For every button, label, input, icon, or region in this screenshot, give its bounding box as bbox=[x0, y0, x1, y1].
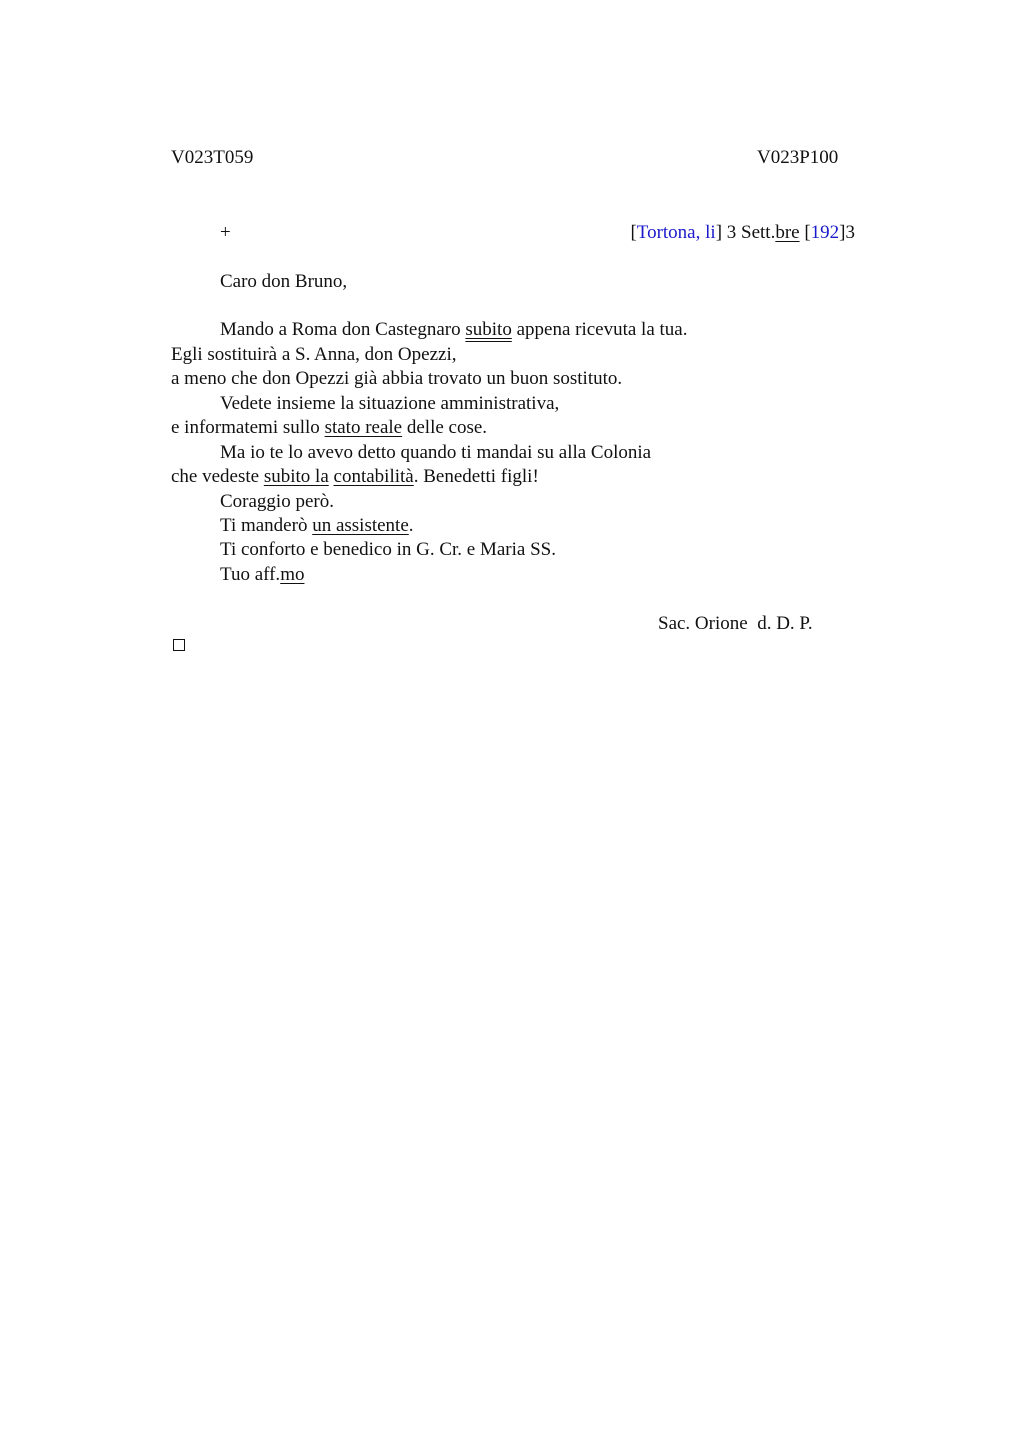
line-7-text-a: che vedeste bbox=[171, 466, 264, 487]
date-place: Tortona, li bbox=[636, 222, 716, 243]
date-month-suffix: bre bbox=[775, 222, 800, 243]
body-line-5 bbox=[171, 416, 487, 440]
body-line-7 bbox=[171, 465, 539, 489]
date-year-close: ]3 bbox=[839, 222, 855, 243]
line-1-double-underlined: subito bbox=[465, 319, 512, 340]
line-9-text-b: . bbox=[408, 515, 414, 536]
letter-date bbox=[630, 221, 855, 245]
line-7-text-b: . Benedetti figli! bbox=[413, 466, 539, 487]
closing-superscript-underlined: mo bbox=[280, 564, 305, 585]
date-year-open: [ bbox=[799, 222, 811, 243]
header-left-code: V023T059 bbox=[171, 147, 254, 168]
closing-text: Tuo aff. bbox=[220, 564, 281, 585]
date-year-editorial: 192 bbox=[810, 222, 840, 243]
line-5-text-a: e informatemi sullo bbox=[171, 417, 325, 438]
line-5-text-b: delle cose. bbox=[402, 417, 488, 438]
line-9-underlined: un assistente bbox=[312, 515, 409, 536]
body-line-8: Coraggio però. bbox=[220, 491, 334, 512]
line-7-underlined-2: contabilità bbox=[333, 466, 414, 487]
signature: Sac. Orione d. D. P. bbox=[658, 613, 813, 634]
line-5-underlined: stato reale bbox=[324, 417, 403, 438]
body-line-3: a meno che don Opezzi già abbia trovato un buon sostituto. bbox=[171, 368, 623, 389]
body-line-6: Ma io te lo avevo detto quando ti mandai su alla Colonia bbox=[220, 442, 652, 463]
header-right-code: V023P100 bbox=[757, 147, 839, 168]
line-1-text-a: Mando a Roma don Castegnaro bbox=[220, 319, 466, 340]
date-bracket-close: ] 3 Sett. bbox=[715, 222, 776, 243]
closing bbox=[220, 563, 304, 587]
body-line-4: Vedete insieme la situazione amministrativa, bbox=[220, 393, 560, 414]
body-line-2: Egli sostituirà a S. Anna, don Opezzi, bbox=[171, 344, 457, 365]
body-line-1 bbox=[220, 318, 688, 342]
end-box-icon bbox=[173, 639, 185, 651]
line-9-text-a: Ti manderò bbox=[220, 515, 313, 536]
cross-mark: + bbox=[220, 222, 231, 243]
date-bracket-open: [ bbox=[630, 222, 637, 243]
body-line-10: Ti conforto e benedico in G. Cr. e Maria SS. bbox=[220, 539, 556, 560]
line-1-text-b: appena ricevuta la tua. bbox=[511, 319, 688, 340]
salutation: Caro don Bruno, bbox=[220, 271, 348, 292]
body-line-9 bbox=[220, 514, 414, 538]
line-7-underlined-1: subito la bbox=[263, 466, 329, 487]
